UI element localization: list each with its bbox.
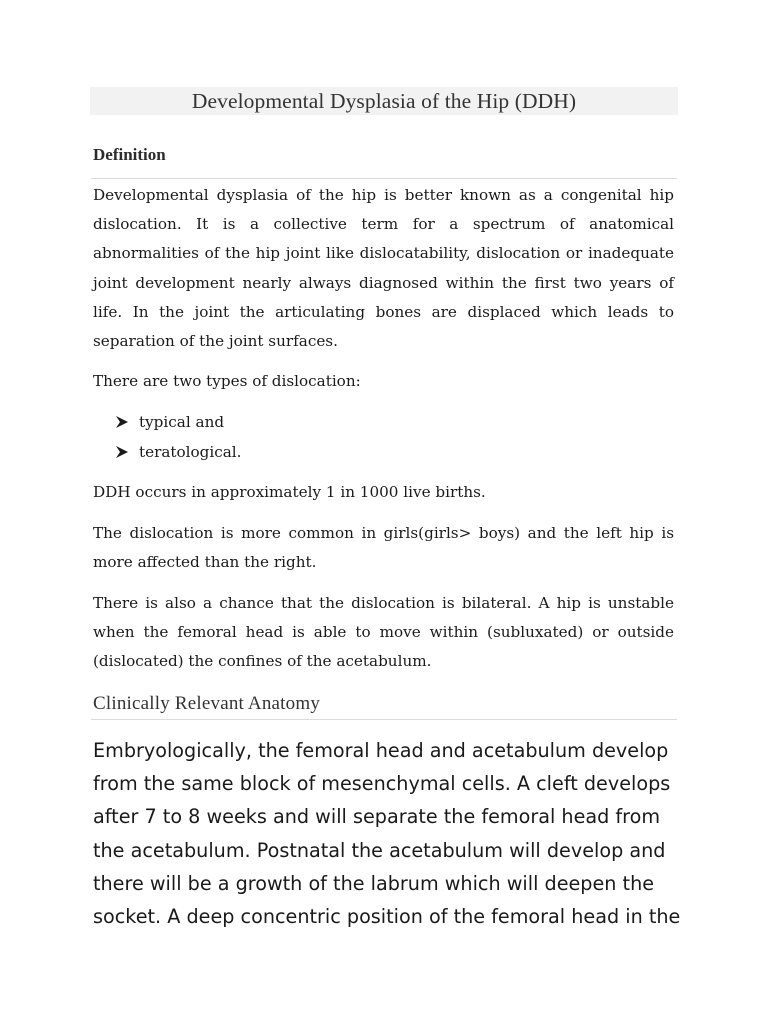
dislocation-types-intro: There are two types of dislocation: bbox=[93, 372, 361, 390]
list-item bbox=[93, 437, 653, 467]
list-item bbox=[93, 407, 653, 437]
section-heading-anatomy: Clinically Relevant Anatomy bbox=[93, 693, 321, 714]
document-title: Developmental Dysplasia of the Hip (DDH) bbox=[191, 89, 577, 113]
list-item-text: teratological. bbox=[139, 443, 242, 461]
section-divider bbox=[91, 178, 677, 179]
anatomy-paragraph: Embryologically, the femoral head and acetabulum develop from the same block of mesenchymal cells. A cleft develops after 7 to 8 weeks and will separate the femoral head from the acetabulum. Postnatal the acetabulum will develop and there will be a growth of the labrum which will deepen the socket. A deep concentric position of the femoral head in the bbox=[93, 739, 681, 929]
list-item-text: typical and bbox=[139, 413, 225, 431]
dislocation-types-list bbox=[93, 407, 653, 467]
definition-paragraph: Developmental dysplasia of the hip is better known as a congenital hip dislocation. It is a collective term for a spectrum of anatomical abnormalities of the hip joint like dislocatability, dislocation or inadequate joint development nearly always diagnosed within the first two years of life. In the joint the articulating bones are displaced which leads to separation of the joint surfaces. bbox=[93, 186, 674, 351]
arrowhead-bullet-icon bbox=[115, 445, 129, 459]
section-heading-definition: Definition bbox=[93, 145, 166, 164]
arrowhead-bullet-icon bbox=[115, 415, 129, 429]
document-title-band bbox=[90, 87, 678, 115]
section-divider bbox=[91, 719, 677, 720]
bilateral-paragraph: There is also a chance that the dislocation is bilateral. A hip is unstable when the femoral head is able to move within (subluxated) or outside (dislocated) the confines of the acetabulum. bbox=[93, 594, 674, 671]
gender-paragraph: The dislocation is more common in girls(girls> boys) and the left hip is more affected than the right. bbox=[93, 524, 674, 572]
incidence-paragraph: DDH occurs in approximately 1 in 1000 live births. bbox=[93, 483, 486, 501]
